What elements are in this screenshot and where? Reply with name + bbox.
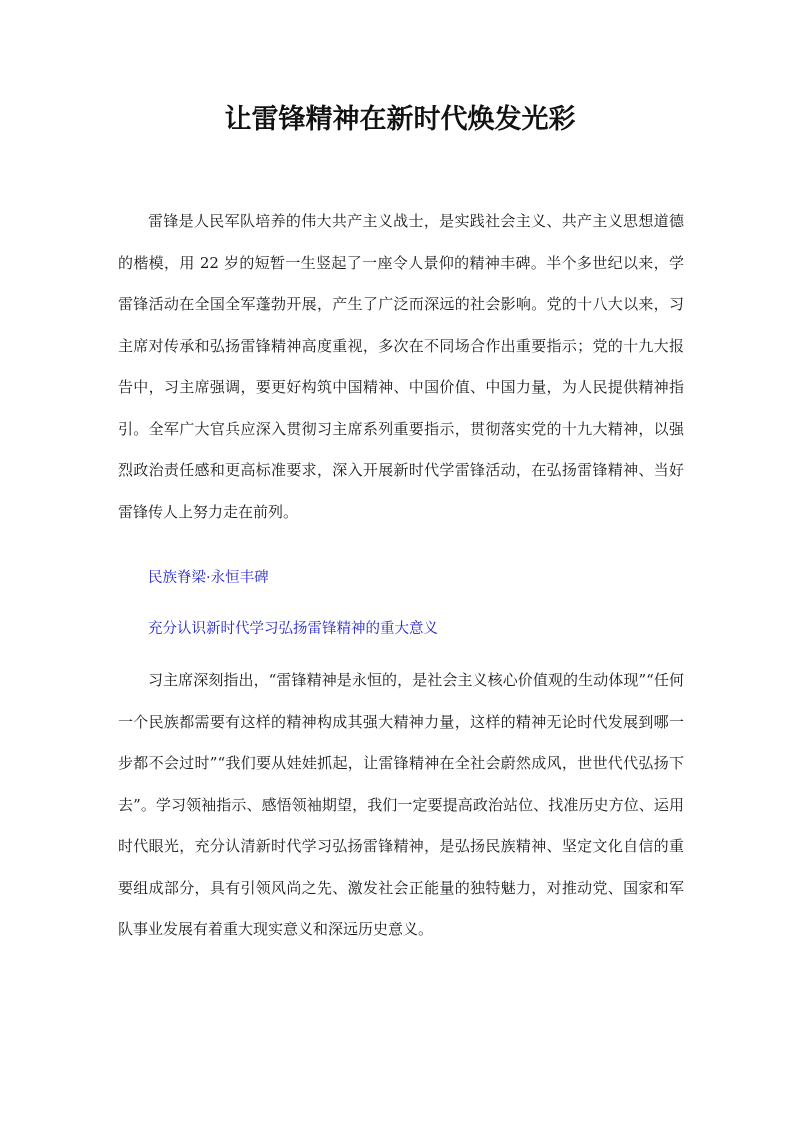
body-paragraph-significance: 习主席深刻指出，“雷锋精神是永恒的，是社会主义核心价值观的生动体现”“任何一个民族都需要有这样的精神构成其强大精神力量，这样的精神无论时代发展到哪一步都不会过时”“我们要从娃娃抓起，让雷锋精神在全社会蔚然成风，世世代代弘扬下去”。学习领袖指示、感悟领袖期望，我们一定要提高政治站位、找准历史方位、运用时代眼光，充分认清新时代学习弘扬雷锋精神，是弘扬民族精神、坚定文化自信的重要组成部分，具有引领风尚之先、激发社会正能量的独特魅力，对推动党、国家和军队事业发展有着重大现实意义和深远历史意义。 bbox=[118, 671, 684, 938]
section-heading: 充分认识新时代学习弘扬雷锋精神的重大意义 bbox=[148, 621, 438, 637]
page-title: 让雷锋精神在新时代焕发光彩 bbox=[224, 104, 576, 135]
body-paragraph-intro: 雷锋是人民军队培养的伟大共产主义战士，是实践社会主义、共产主义思想道德的楷模，用 22 岁的短暂一生竖起了一座令人景仰的精神丰碑。半个多世纪以来，学雷锋活动在全国全军蓬勃开展，产生了广泛而深远的社会影响。党的十八大以来，习主席对传承和弘扬雷锋精神高度重视，多次在不同场合作出重要指示；党的十九大报告中，习主席强调，要更好构筑中国精神、中国价值、中国力量，为人民提供精神指引。全军广大官兵应深入贯彻习主席系列重要指示，贯彻落实党的十九大精神，以强烈政治责任感和更高标准要求，深入开展新时代学雷锋活动，在弘扬雷锋精神、当好雷锋传人上努力走在前列。 bbox=[118, 212, 684, 521]
section-subheading: 民族脊梁·永恒丰碑 bbox=[148, 570, 269, 586]
